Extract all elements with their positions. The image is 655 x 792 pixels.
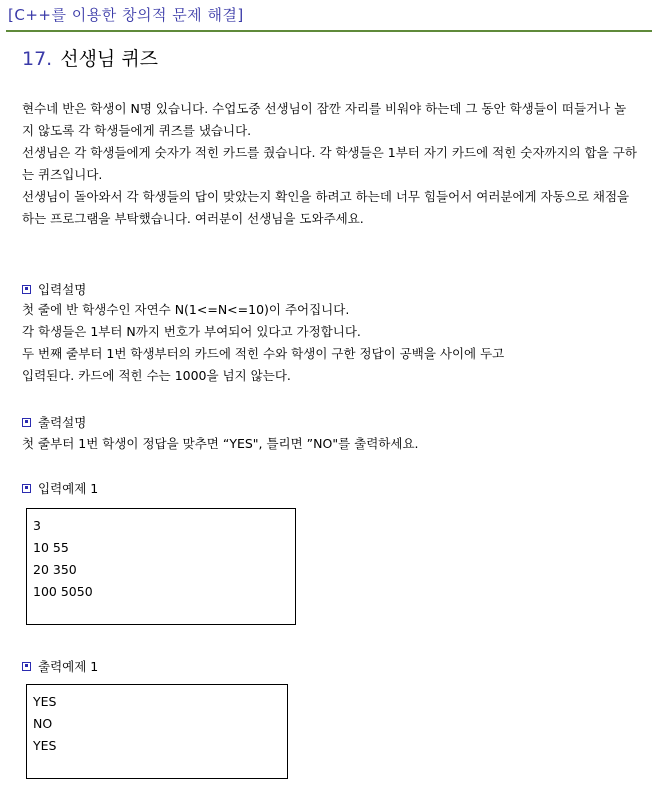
document-header <box>0 0 655 30</box>
input-example-box <box>26 508 296 625</box>
description-paragraph: 선생님은 각 학생들에게 숫자가 적힌 카드를 줬습니다. 각 학생들은 1부터 자기 카드에 적힌 숫자까지의 합을 구하는 퀴즈입니다. <box>22 145 637 182</box>
output-example-box <box>26 684 288 779</box>
square-bullet-icon <box>22 484 31 493</box>
input-example-line: 20 350 <box>33 562 77 577</box>
header-title: [C++를 이용한 창의적 문제 해결] <box>8 6 244 24</box>
input-desc-line: 첫 줄에 반 학생수인 자연수 N(1<=N<=10)이 주어집니다. <box>22 302 350 317</box>
output-example-line: NO <box>33 716 53 731</box>
input-desc-line: 두 번째 줄부터 1번 학생부터의 카드에 적힌 수와 학생이 구한 정답이 공백을 사이에 두고 <box>22 346 505 361</box>
square-bullet-icon <box>22 418 31 427</box>
input-desc-line: 입력된다. 카드에 적힌 수는 1000을 넘지 않는다. <box>22 368 291 383</box>
input-desc-heading <box>22 280 86 298</box>
square-bullet-icon <box>22 285 31 294</box>
output-desc-heading-label: 출력설명 <box>38 415 87 430</box>
output-desc-line: 첫 줄부터 1번 학생이 정답을 맞추면 “YES", 틀리면 ”NO"를 출력하세요. <box>22 436 419 451</box>
input-example-line: 10 55 <box>33 540 69 555</box>
problem-title <box>22 44 158 71</box>
input-desc-body <box>22 299 638 387</box>
output-example-line: YES <box>33 738 57 753</box>
problem-name: 선생님 퀴즈 <box>60 48 159 70</box>
output-desc-heading <box>22 413 86 431</box>
output-example-line: YES <box>33 694 57 709</box>
output-desc-body <box>22 433 638 455</box>
problem-number: 17. <box>22 48 53 70</box>
output-example-heading-label: 출력예제 1 <box>38 659 99 674</box>
square-bullet-icon <box>22 662 31 671</box>
input-example-line: 100 5050 <box>33 584 93 599</box>
input-desc-line: 각 학생들은 1부터 N까지 번호가 부여되어 있다고 가정합니다. <box>22 324 361 339</box>
description-paragraph: 현수네 반은 학생이 N명 있습니다. 수업도중 선생님이 잠깐 자리를 비워야 하는데 그 동안 학생들이 떠들거나 놀지 않도록 각 학생들에게 퀴즈를 냈습니다. <box>22 101 627 138</box>
input-example-heading <box>22 479 98 497</box>
input-example-heading-label: 입력예제 1 <box>38 481 99 496</box>
header-divider <box>6 30 652 32</box>
output-example-heading <box>22 657 98 675</box>
problem-description <box>22 98 638 230</box>
input-example-line: 3 <box>33 518 41 533</box>
input-desc-heading-label: 입력설명 <box>38 282 87 297</box>
description-paragraph: 선생님이 돌아와서 각 학생들의 답이 맞았는지 확인을 하려고 하는데 너무 힘들어서 여러분에게 자동으로 채점을 하는 프로그램을 부탁했습니다. 여러분이 선생님을 도와주세요. <box>22 189 630 226</box>
